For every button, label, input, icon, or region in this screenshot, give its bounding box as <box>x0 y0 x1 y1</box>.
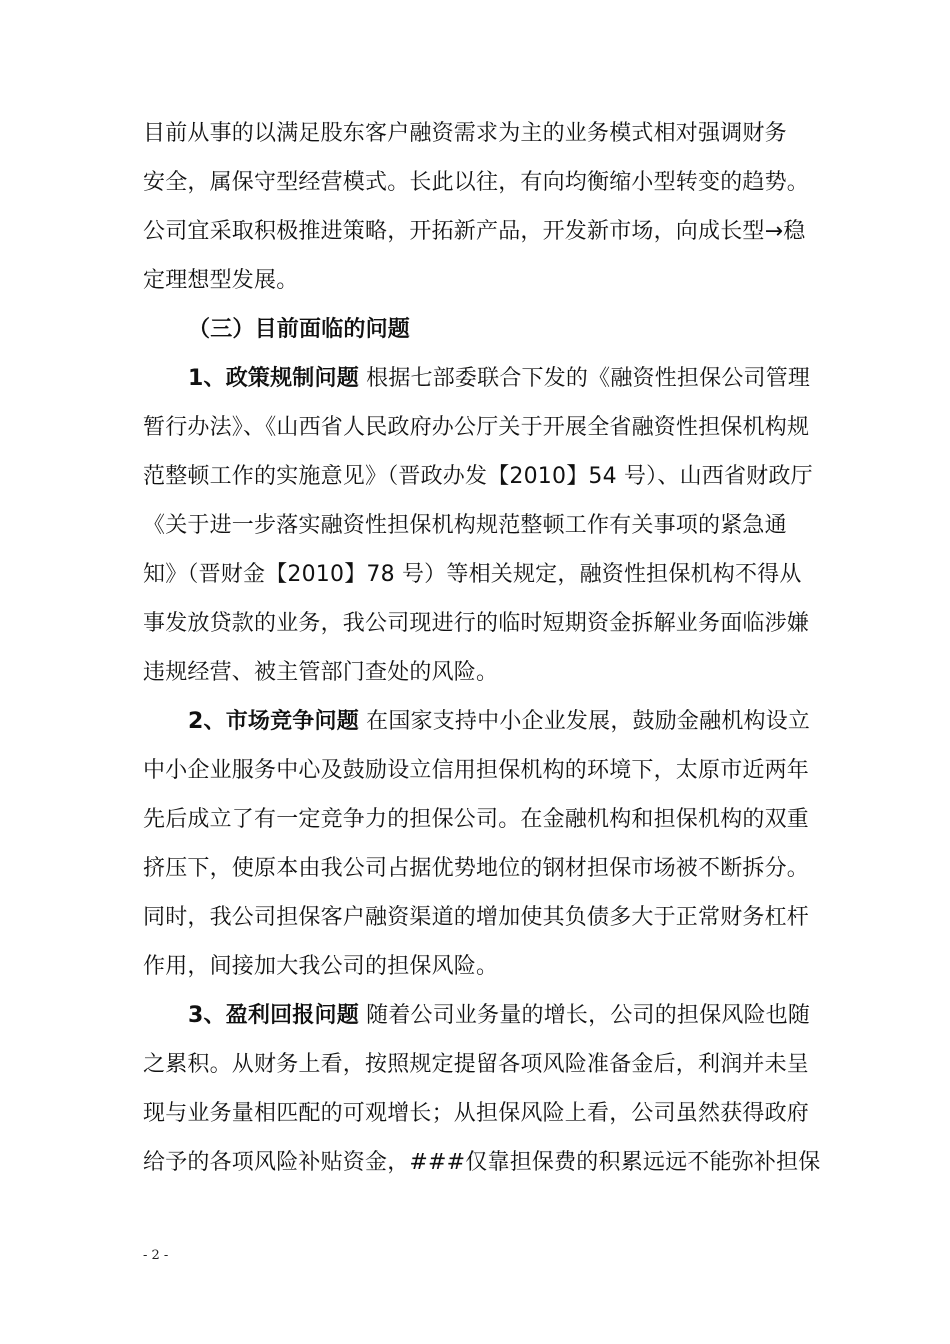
paragraph-line: 事发放贷款的业务，我公司现进行的临时短期资金拆解业务面临涉嫌 <box>143 611 810 636</box>
paragraph-line: 作用，间接加大我公司的担保风险。 <box>143 954 499 979</box>
issue-2-title: 2、市场竞争问题 <box>188 709 359 734</box>
paragraph-line: 现与业务量相匹配的可观增长；从担保风险上看，公司虽然获得政府 <box>143 1101 810 1126</box>
issue-3-first-line <box>188 1001 810 1031</box>
issue-3-title: 3、盈利回报问题 <box>188 1003 359 1028</box>
issue-1-text: 根据七部委联合下发的《融资性担保公司管理 <box>366 366 811 391</box>
paragraph-line: 目前从事的以满足股东客户融资需求为主的业务模式相对强调财务 <box>143 121 787 146</box>
issue-2-text: 在国家支持中小企业发展，鼓励金融机构设立 <box>366 709 811 734</box>
paragraph-line: 暂行办法》、《山西省人民政府办公厅关于开展全省融资性担保机构规 <box>143 415 810 440</box>
paragraph-line: 《关于进一步落实融资性担保机构规范整顿工作有关事项的紧急通 <box>143 513 787 538</box>
issue-3-text: 随着公司业务量的增长，公司的担保风险也随 <box>366 1003 811 1028</box>
paragraph-line: 定理想型发展。 <box>143 268 299 293</box>
issue-2-first-line <box>188 707 810 737</box>
paragraph-line: 之累积。从财务上看，按照规定提留各项风险准备金后，利润并未呈 <box>143 1052 810 1077</box>
paragraph-line: 知》（晋财金【2010】78 号）等相关规定，融资性担保机构不得从 <box>143 562 802 587</box>
issue-1-title: 1、政策规制问题 <box>188 366 359 391</box>
paragraph-line: 同时，我公司担保客户融资渠道的增加使其负债多大于正常财务杠杆 <box>143 905 810 930</box>
paragraph-line: 范整顿工作的实施意见》（晋政办发【2010】54 号）、山西省财政厅 <box>143 464 813 489</box>
paragraph-line: 先后成立了有一定竞争力的担保公司。在金融机构和担保机构的双重 <box>143 807 810 832</box>
page-number: - 2 - <box>143 1248 169 1263</box>
paragraph-line: 违规经营、被主管部门查处的风险。 <box>143 660 499 685</box>
paragraph-line: 中小企业服务中心及鼓励设立信用担保机构的环境下，太原市近两年 <box>143 758 810 783</box>
paragraph-line: 挤压下，使原本由我公司占据优势地位的钢材担保市场被不断拆分。 <box>143 856 810 881</box>
section-heading: （三）目前面临的问题 <box>188 317 411 342</box>
paragraph-line: 安全，属保守型经营模式。长此以往，有向均衡缩小型转变的趋势。 <box>143 170 810 195</box>
paragraph-line: 公司宜采取积极推进策略，开拓新产品，开发新市场，向成长型→稳 <box>143 219 806 244</box>
issue-1-first-line <box>188 364 810 394</box>
paragraph-line: 给予的各项风险补贴资金，###仅靠担保费的积累远远不能弥补担保 <box>143 1150 821 1175</box>
